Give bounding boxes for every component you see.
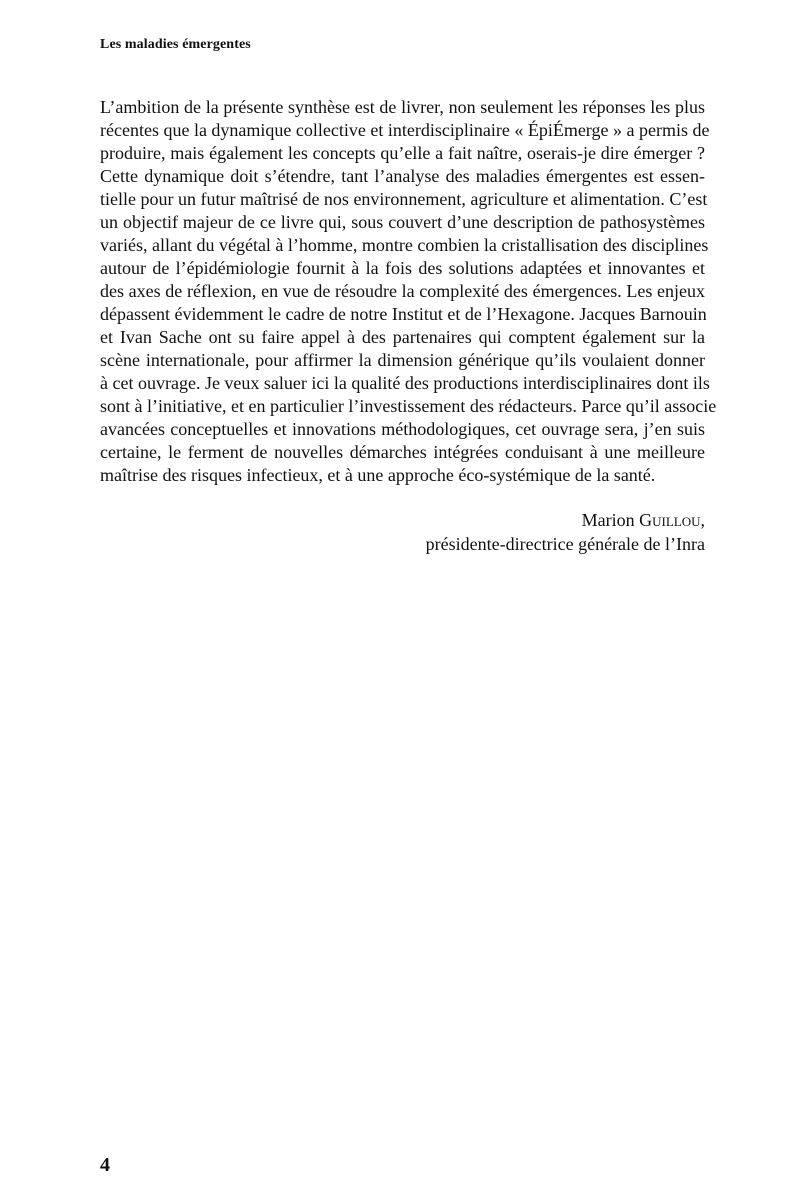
paragraph-line: dépassent évidemment le cadre de notre Institut et de l’Hexagone. Jacques Barnouin [100, 304, 707, 324]
paragraph-line: récentes que la dynamique collective et interdisciplinaire « ÉpiÉmerge » a permis de [100, 120, 710, 140]
paragraph-line: à cet ouvrage. Je veux saluer ici la qualité des productions interdisciplinaires dont ils [100, 373, 710, 393]
paragraph-line: des axes de réflexion, en vue de résoudre la complexité des émergences. Les enjeux [100, 281, 705, 301]
paragraph-line: avancées conceptuelles et innovations méthodologiques, cet ouvrage sera, j’en suis [100, 419, 705, 439]
paragraph-line: et Ivan Sache ont su faire appel à des partenaires qui comptent également sur la [100, 327, 705, 347]
paragraph-line: L’ambition de la présente synthèse est de livrer, non seulement les réponses les plus [100, 97, 705, 117]
paragraph-line: sont à l’initiative, et en particulier l’investissement des rédacteurs. Parce qu’il associe [100, 396, 717, 416]
paragraph-line: un objectif majeur de ce livre qui, sous couvert d’une description de pathosystèmes [100, 212, 705, 232]
paragraph-line: produire, mais également les concepts qu’elle a fait naître, oserais-je dire émerger ? [100, 143, 705, 163]
signature-name [426, 508, 705, 532]
paragraph-line: certaine, le ferment de nouvelles démarches intégrées conduisant à une meilleure [100, 442, 705, 462]
signature-first-name: Marion [581, 510, 635, 530]
paragraph-line: autour de l’épidémiologie fournit à la fois des solutions adaptées et innovantes et [100, 258, 705, 278]
body-paragraph [100, 96, 717, 487]
signature-name-punct: , [700, 510, 705, 530]
paragraph-line: tielle pour un futur maîtrisé de nos environnement, agriculture et alimentation. C’est [100, 189, 708, 209]
signature-block [426, 508, 705, 556]
signature-last-name: Guillou [639, 510, 701, 530]
running-head-title: Les maladies émergentes [100, 37, 251, 52]
paragraph-line: maîtrise des risques infectieux, et à une approche éco-systémique de la santé. [100, 465, 656, 485]
paragraph-line: Cette dynamique doit s’étendre, tant l’analyse des maladies émergentes est essen- [100, 166, 705, 186]
paragraph-line: scène internationale, pour affirmer la dimension générique qu’ils voulaient donner [100, 350, 705, 370]
signature-title: présidente-directrice générale de l’Inra [425, 534, 705, 554]
paragraph-line: variés, allant du végétal à l’homme, montre combien la cristallisation des disciplines [100, 235, 709, 255]
page-number: 4 [100, 1154, 110, 1176]
